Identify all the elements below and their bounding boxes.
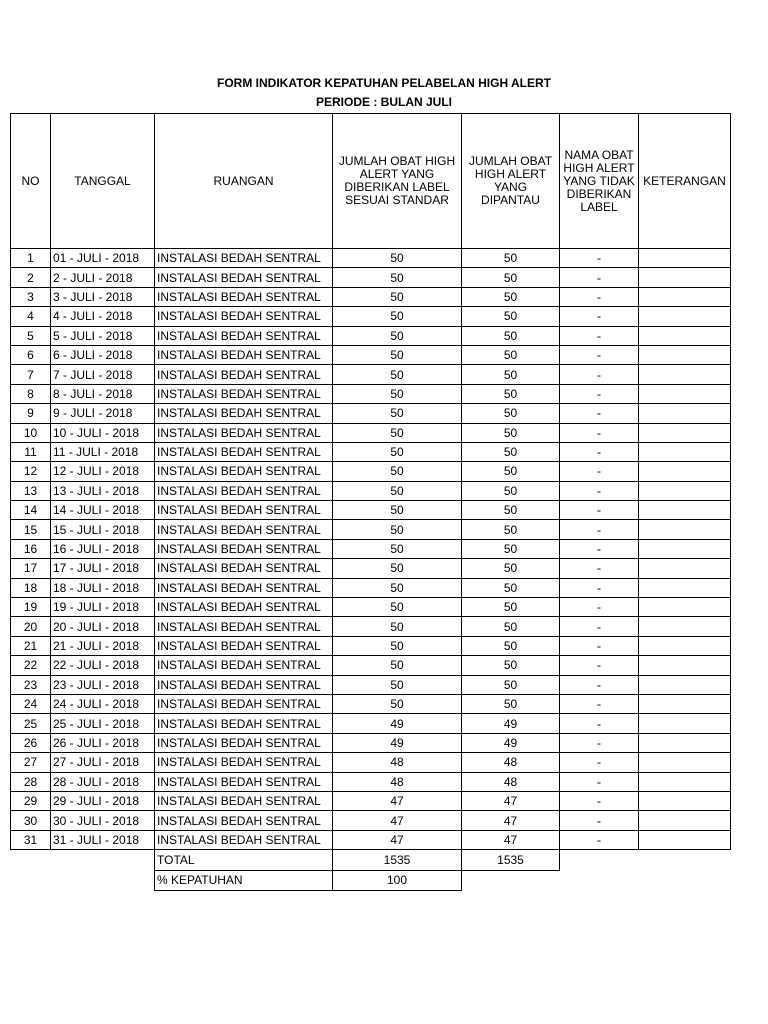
cell-tanggal: 18 - JULI - 2018 (51, 578, 155, 597)
cell-tanggal: 6 - JULI - 2018 (51, 345, 155, 364)
table-row (11, 404, 731, 423)
cell-tanggal: 17 - JULI - 2018 (51, 559, 155, 578)
table-row (11, 326, 731, 345)
table-row (11, 656, 731, 675)
cell-jumlah-dipantau: 50 (462, 636, 560, 655)
cell-jumlah-dipantau: 50 (462, 462, 560, 481)
cell-jumlah-dipantau: 50 (462, 617, 560, 636)
table-row (11, 249, 731, 268)
cell-ruangan: INSTALASI BEDAH SENTRAL (155, 345, 333, 364)
cell-ruangan: INSTALASI BEDAH SENTRAL (155, 442, 333, 461)
cell-nama-obat: - (560, 307, 639, 326)
cell-no: 3 (11, 287, 51, 306)
table-row (11, 462, 731, 481)
cell-ruangan: INSTALASI BEDAH SENTRAL (155, 791, 333, 810)
table-row (11, 539, 731, 558)
cell-tanggal: 7 - JULI - 2018 (51, 365, 155, 384)
cell-nama-obat: - (560, 617, 639, 636)
table-row (11, 753, 731, 772)
cell-jumlah-dipantau: 47 (462, 791, 560, 810)
cell-jumlah-dipantau: 50 (462, 365, 560, 384)
kepatuhan-label: % KEPATUHAN (155, 870, 333, 890)
cell-jumlah-label: 50 (333, 365, 462, 384)
cell-jumlah-label: 50 (333, 462, 462, 481)
cell-jumlah-label: 50 (333, 249, 462, 268)
cell-no: 9 (11, 404, 51, 423)
cell-keterangan (639, 501, 731, 520)
cell-ruangan: INSTALASI BEDAH SENTRAL (155, 520, 333, 539)
cell-keterangan (639, 636, 731, 655)
cell-no: 22 (11, 656, 51, 675)
table-row (11, 384, 731, 403)
period-label: PERIODE : BULAN JULI (315, 95, 452, 109)
table-row (11, 481, 731, 500)
cell-tanggal: 27 - JULI - 2018 (51, 753, 155, 772)
cell-no: 8 (11, 384, 51, 403)
cell-ruangan: INSTALASI BEDAH SENTRAL (155, 326, 333, 345)
cell-ruangan: INSTALASI BEDAH SENTRAL (155, 598, 333, 617)
header-no: NO (11, 114, 51, 249)
cell-keterangan (639, 811, 731, 830)
cell-ruangan: INSTALASI BEDAH SENTRAL (155, 811, 333, 830)
cell-jumlah-dipantau: 50 (462, 481, 560, 500)
cell-nama-obat: - (560, 598, 639, 617)
table-row (11, 598, 731, 617)
cell-jumlah-label: 50 (333, 481, 462, 500)
cell-jumlah-dipantau: 47 (462, 811, 560, 830)
cell-keterangan (639, 539, 731, 558)
cell-keterangan (639, 345, 731, 364)
total-jumlah-dipantau: 1535 (462, 850, 560, 870)
cell-nama-obat: - (560, 287, 639, 306)
kepatuhan-row (11, 870, 731, 890)
cell-tanggal: 9 - JULI - 2018 (51, 404, 155, 423)
cell-no: 14 (11, 501, 51, 520)
cell-ruangan: INSTALASI BEDAH SENTRAL (155, 539, 333, 558)
cell-keterangan (639, 791, 731, 810)
table-row (11, 578, 731, 597)
table-row (11, 636, 731, 655)
cell-jumlah-label: 48 (333, 772, 462, 791)
cell-no: 6 (11, 345, 51, 364)
cell-tanggal: 16 - JULI - 2018 (51, 539, 155, 558)
cell-ruangan: INSTALASI BEDAH SENTRAL (155, 404, 333, 423)
cell-ruangan: INSTALASI BEDAH SENTRAL (155, 307, 333, 326)
cell-jumlah-dipantau: 50 (462, 249, 560, 268)
cell-ruangan: INSTALASI BEDAH SENTRAL (155, 694, 333, 713)
cell-keterangan (639, 268, 731, 287)
cell-ruangan: INSTALASI BEDAH SENTRAL (155, 578, 333, 597)
total-row (11, 850, 731, 870)
cell-jumlah-dipantau: 50 (462, 404, 560, 423)
cell-tanggal: 24 - JULI - 2018 (51, 694, 155, 713)
cell-jumlah-dipantau: 50 (462, 539, 560, 558)
cell-keterangan (639, 384, 731, 403)
cell-jumlah-dipantau: 50 (462, 656, 560, 675)
header-nama-obat: NAMA OBAT HIGH ALERT YANG TIDAK DIBERIKAN LABEL (560, 114, 639, 249)
cell-keterangan (639, 578, 731, 597)
cell-nama-obat: - (560, 656, 639, 675)
cell-jumlah-label: 50 (333, 598, 462, 617)
cell-jumlah-dipantau: 50 (462, 384, 560, 403)
cell-nama-obat: - (560, 481, 639, 500)
cell-tanggal: 8 - JULI - 2018 (51, 384, 155, 403)
cell-keterangan (639, 326, 731, 345)
cell-jumlah-label: 50 (333, 656, 462, 675)
cell-tanggal: 23 - JULI - 2018 (51, 675, 155, 694)
table-row (11, 442, 731, 461)
header-jumlah-dipantau: JUMLAH OBAT HIGH ALERT YANG DIPANTAU (462, 114, 560, 249)
table-row (11, 365, 731, 384)
cell-jumlah-label: 50 (333, 636, 462, 655)
form-title: FORM INDIKATOR KEPATUHAN PELABELAN HIGH ALERT (217, 76, 551, 90)
cell-keterangan (639, 714, 731, 733)
cell-nama-obat: - (560, 694, 639, 713)
cell-nama-obat: - (560, 345, 639, 364)
cell-ruangan: INSTALASI BEDAH SENTRAL (155, 384, 333, 403)
table-row (11, 733, 731, 752)
cell-nama-obat: - (560, 791, 639, 810)
cell-jumlah-label: 50 (333, 501, 462, 520)
cell-jumlah-dipantau: 50 (462, 326, 560, 345)
cell-ruangan: INSTALASI BEDAH SENTRAL (155, 249, 333, 268)
table-row (11, 559, 731, 578)
cell-nama-obat: - (560, 423, 639, 442)
cell-no: 28 (11, 772, 51, 791)
cell-nama-obat: - (560, 811, 639, 830)
cell-nama-obat: - (560, 365, 639, 384)
total-jumlah-label: 1535 (333, 850, 462, 870)
cell-jumlah-label: 50 (333, 694, 462, 713)
header-jumlah-label: JUMLAH OBAT HIGH ALERT YANG DIBERIKAN LABEL SESUAI STANDAR (333, 114, 462, 249)
cell-nama-obat: - (560, 714, 639, 733)
cell-no: 11 (11, 442, 51, 461)
kepatuhan-value: 100 (333, 870, 462, 890)
cell-nama-obat: - (560, 326, 639, 345)
cell-nama-obat: - (560, 442, 639, 461)
cell-no: 16 (11, 539, 51, 558)
cell-jumlah-dipantau: 50 (462, 578, 560, 597)
cell-keterangan (639, 617, 731, 636)
cell-jumlah-label: 50 (333, 404, 462, 423)
cell-nama-obat: - (560, 520, 639, 539)
cell-tanggal: 21 - JULI - 2018 (51, 636, 155, 655)
cell-jumlah-dipantau: 50 (462, 559, 560, 578)
cell-jumlah-label: 49 (333, 714, 462, 733)
cell-jumlah-dipantau: 50 (462, 442, 560, 461)
cell-tanggal: 10 - JULI - 2018 (51, 423, 155, 442)
cell-ruangan: INSTALASI BEDAH SENTRAL (155, 462, 333, 481)
cell-jumlah-label: 50 (333, 578, 462, 597)
cell-no: 12 (11, 462, 51, 481)
cell-keterangan (639, 462, 731, 481)
header-row (11, 114, 731, 249)
cell-nama-obat: - (560, 830, 639, 849)
cell-nama-obat: - (560, 675, 639, 694)
cell-keterangan (639, 365, 731, 384)
cell-keterangan (639, 481, 731, 500)
table-row (11, 520, 731, 539)
cell-nama-obat: - (560, 753, 639, 772)
cell-keterangan (639, 830, 731, 849)
cell-jumlah-label: 49 (333, 733, 462, 752)
cell-jumlah-dipantau: 50 (462, 694, 560, 713)
table-row (11, 694, 731, 713)
table-row (11, 675, 731, 694)
cell-ruangan: INSTALASI BEDAH SENTRAL (155, 287, 333, 306)
cell-nama-obat: - (560, 384, 639, 403)
cell-jumlah-label: 50 (333, 268, 462, 287)
cell-tanggal: 19 - JULI - 2018 (51, 598, 155, 617)
cell-jumlah-label: 48 (333, 753, 462, 772)
table-row (11, 268, 731, 287)
cell-tanggal: 12 - JULI - 2018 (51, 462, 155, 481)
cell-nama-obat: - (560, 539, 639, 558)
table-row (11, 772, 731, 791)
cell-no: 25 (11, 714, 51, 733)
total-label: TOTAL (155, 850, 333, 870)
cell-jumlah-label: 50 (333, 326, 462, 345)
cell-tanggal: 01 - JULI - 2018 (51, 249, 155, 268)
cell-no: 1 (11, 249, 51, 268)
cell-no: 4 (11, 307, 51, 326)
cell-keterangan (639, 249, 731, 268)
cell-keterangan (639, 656, 731, 675)
cell-jumlah-dipantau: 50 (462, 345, 560, 364)
cell-jumlah-label: 50 (333, 559, 462, 578)
cell-keterangan (639, 772, 731, 791)
cell-ruangan: INSTALASI BEDAH SENTRAL (155, 423, 333, 442)
header-keterangan: KETERANGAN (639, 114, 731, 249)
header-ruangan: RUANGAN (155, 114, 333, 249)
cell-ruangan: INSTALASI BEDAH SENTRAL (155, 675, 333, 694)
cell-jumlah-dipantau: 50 (462, 501, 560, 520)
cell-ruangan: INSTALASI BEDAH SENTRAL (155, 268, 333, 287)
cell-no: 23 (11, 675, 51, 694)
cell-jumlah-dipantau: 50 (462, 307, 560, 326)
cell-nama-obat: - (560, 249, 639, 268)
cell-jumlah-label: 50 (333, 520, 462, 539)
cell-ruangan: INSTALASI BEDAH SENTRAL (155, 617, 333, 636)
table-row (11, 714, 731, 733)
cell-keterangan (639, 423, 731, 442)
cell-nama-obat: - (560, 578, 639, 597)
cell-no: 29 (11, 791, 51, 810)
cell-no: 30 (11, 811, 51, 830)
cell-tanggal: 30 - JULI - 2018 (51, 811, 155, 830)
cell-no: 10 (11, 423, 51, 442)
cell-jumlah-label: 50 (333, 307, 462, 326)
cell-ruangan: INSTALASI BEDAH SENTRAL (155, 365, 333, 384)
cell-no: 31 (11, 830, 51, 849)
cell-ruangan: INSTALASI BEDAH SENTRAL (155, 481, 333, 500)
cell-nama-obat: - (560, 404, 639, 423)
cell-ruangan: INSTALASI BEDAH SENTRAL (155, 656, 333, 675)
cell-no: 5 (11, 326, 51, 345)
cell-nama-obat: - (560, 636, 639, 655)
cell-tanggal: 11 - JULI - 2018 (51, 442, 155, 461)
cell-no: 18 (11, 578, 51, 597)
table-row (11, 617, 731, 636)
table-row (11, 501, 731, 520)
table-row (11, 287, 731, 306)
cell-tanggal: 22 - JULI - 2018 (51, 656, 155, 675)
cell-jumlah-dipantau: 49 (462, 733, 560, 752)
cell-keterangan (639, 598, 731, 617)
cell-jumlah-label: 50 (333, 617, 462, 636)
cell-jumlah-dipantau: 50 (462, 675, 560, 694)
cell-tanggal: 15 - JULI - 2018 (51, 520, 155, 539)
cell-jumlah-dipantau: 50 (462, 287, 560, 306)
cell-tanggal: 29 - JULI - 2018 (51, 791, 155, 810)
table-row (11, 345, 731, 364)
cell-nama-obat: - (560, 733, 639, 752)
cell-tanggal: 4 - JULI - 2018 (51, 307, 155, 326)
header-tanggal: TANGGAL (51, 114, 155, 249)
cell-tanggal: 3 - JULI - 2018 (51, 287, 155, 306)
cell-keterangan (639, 753, 731, 772)
cell-no: 7 (11, 365, 51, 384)
cell-tanggal: 28 - JULI - 2018 (51, 772, 155, 791)
cell-keterangan (639, 307, 731, 326)
cell-jumlah-label: 47 (333, 791, 462, 810)
cell-tanggal: 14 - JULI - 2018 (51, 501, 155, 520)
cell-tanggal: 13 - JULI - 2018 (51, 481, 155, 500)
table-row (11, 423, 731, 442)
table-row (11, 811, 731, 830)
cell-no: 24 (11, 694, 51, 713)
cell-nama-obat: - (560, 268, 639, 287)
cell-tanggal: 20 - JULI - 2018 (51, 617, 155, 636)
cell-keterangan (639, 442, 731, 461)
cell-keterangan (639, 520, 731, 539)
cell-tanggal: 2 - JULI - 2018 (51, 268, 155, 287)
cell-keterangan (639, 559, 731, 578)
cell-ruangan: INSTALASI BEDAH SENTRAL (155, 636, 333, 655)
cell-ruangan: INSTALASI BEDAH SENTRAL (155, 559, 333, 578)
cell-no: 26 (11, 733, 51, 752)
cell-jumlah-label: 50 (333, 442, 462, 461)
cell-nama-obat: - (560, 772, 639, 791)
cell-jumlah-dipantau: 48 (462, 772, 560, 791)
cell-jumlah-dipantau: 50 (462, 423, 560, 442)
cell-keterangan (639, 675, 731, 694)
cell-no: 27 (11, 753, 51, 772)
cell-jumlah-dipantau: 50 (462, 268, 560, 287)
cell-keterangan (639, 287, 731, 306)
table-row (11, 307, 731, 326)
cell-no: 15 (11, 520, 51, 539)
cell-no: 19 (11, 598, 51, 617)
cell-keterangan (639, 404, 731, 423)
cell-no: 2 (11, 268, 51, 287)
cell-jumlah-label: 50 (333, 384, 462, 403)
cell-tanggal: 25 - JULI - 2018 (51, 714, 155, 733)
cell-keterangan (639, 694, 731, 713)
cell-ruangan: INSTALASI BEDAH SENTRAL (155, 714, 333, 733)
cell-tanggal: 31 - JULI - 2018 (51, 830, 155, 849)
cell-nama-obat: - (560, 559, 639, 578)
cell-ruangan: INSTALASI BEDAH SENTRAL (155, 753, 333, 772)
cell-ruangan: INSTALASI BEDAH SENTRAL (155, 733, 333, 752)
cell-jumlah-label: 50 (333, 287, 462, 306)
cell-jumlah-label: 50 (333, 675, 462, 694)
cell-jumlah-dipantau: 47 (462, 830, 560, 849)
table-row (11, 791, 731, 810)
table-row (11, 830, 731, 849)
cell-keterangan (639, 733, 731, 752)
cell-nama-obat: - (560, 501, 639, 520)
cell-jumlah-label: 50 (333, 345, 462, 364)
cell-jumlah-dipantau: 49 (462, 714, 560, 733)
cell-jumlah-label: 50 (333, 539, 462, 558)
cell-no: 17 (11, 559, 51, 578)
cell-no: 21 (11, 636, 51, 655)
cell-jumlah-dipantau: 50 (462, 598, 560, 617)
cell-no: 13 (11, 481, 51, 500)
cell-jumlah-dipantau: 48 (462, 753, 560, 772)
cell-ruangan: INSTALASI BEDAH SENTRAL (155, 830, 333, 849)
cell-jumlah-label: 50 (333, 423, 462, 442)
cell-tanggal: 26 - JULI - 2018 (51, 733, 155, 752)
cell-jumlah-dipantau: 50 (462, 520, 560, 539)
cell-jumlah-label: 47 (333, 811, 462, 830)
cell-ruangan: INSTALASI BEDAH SENTRAL (155, 772, 333, 791)
cell-jumlah-label: 47 (333, 830, 462, 849)
cell-no: 20 (11, 617, 51, 636)
compliance-table (10, 113, 731, 891)
cell-tanggal: 5 - JULI - 2018 (51, 326, 155, 345)
cell-ruangan: INSTALASI BEDAH SENTRAL (155, 501, 333, 520)
cell-nama-obat: - (560, 462, 639, 481)
